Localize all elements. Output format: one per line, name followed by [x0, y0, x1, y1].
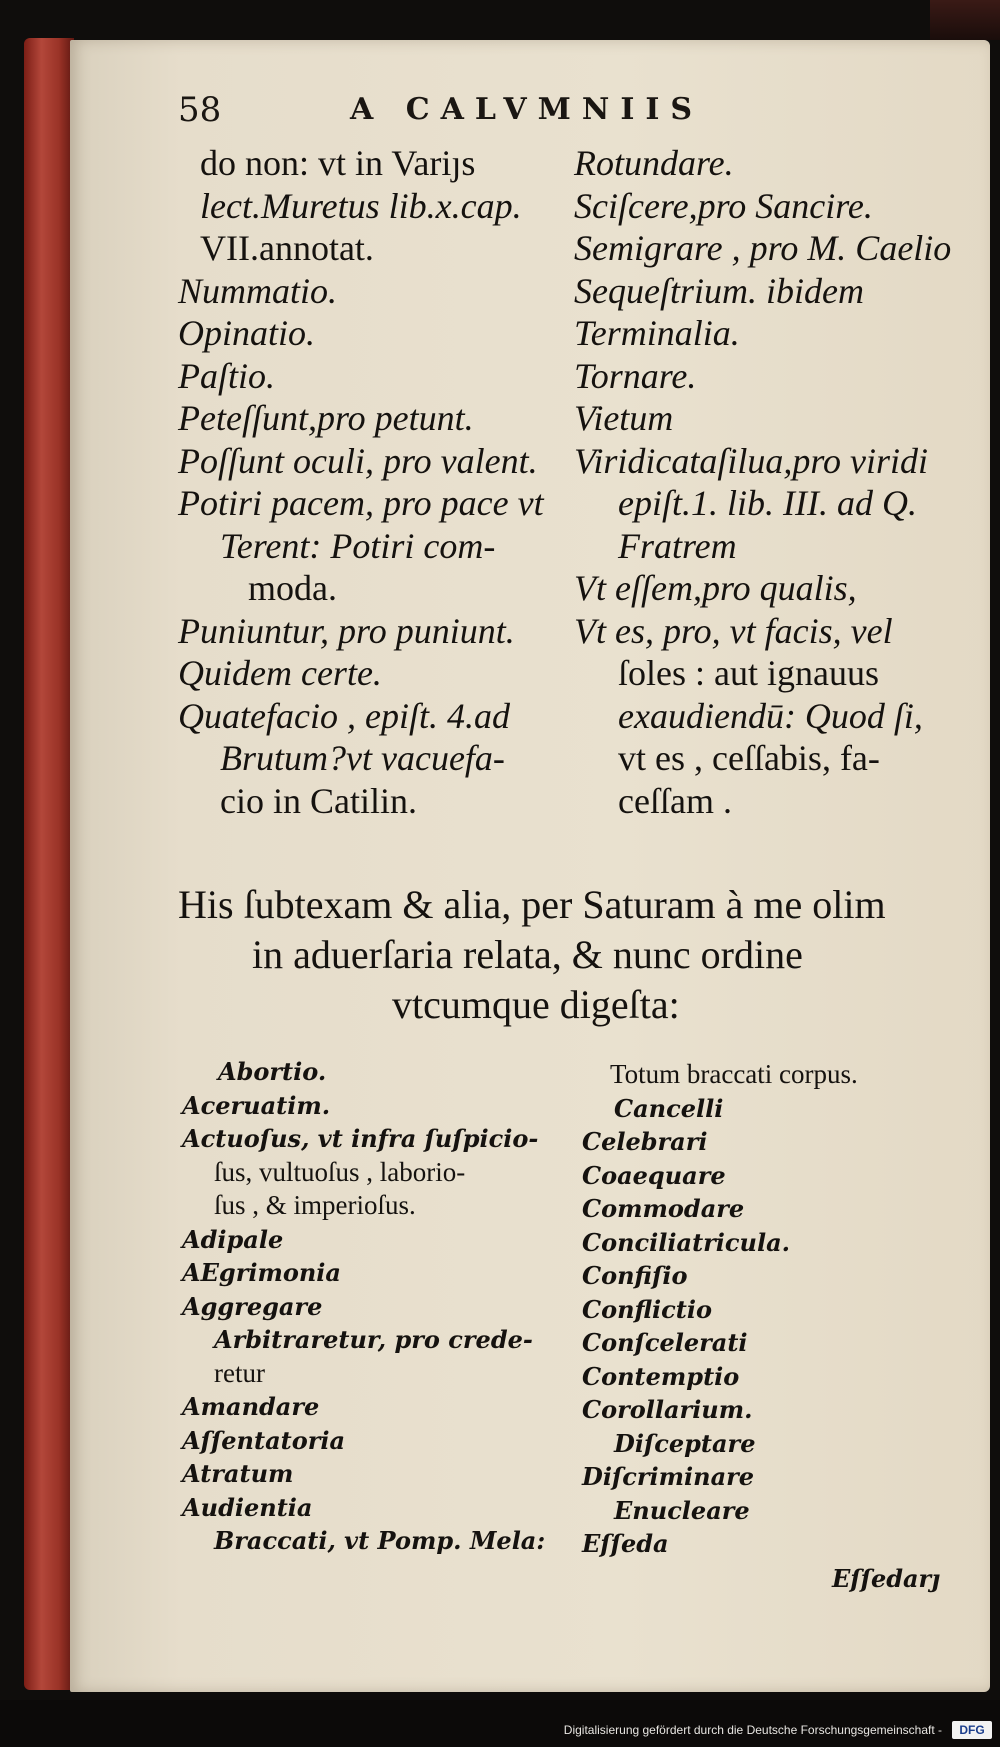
right-line: Vietum: [574, 398, 674, 438]
right-line: Semigrare , pro M. Caelio: [574, 228, 952, 268]
right-line: Vt eſſem,pro qualis,: [574, 568, 857, 608]
word-entry: ſus, vultuoſus , laborio-: [214, 1156, 466, 1187]
section-heading: [178, 880, 948, 1030]
word-entry: retur: [214, 1357, 265, 1388]
left-line: Opinatio.: [178, 313, 316, 353]
word-entry: Actuoſus, vt infra ſuſpicio-: [182, 1124, 539, 1153]
word-entry: AEgrimonia: [182, 1258, 341, 1287]
word-entry: Corollarium.: [582, 1395, 753, 1424]
digitization-credit: Digitalisierung gefördert durch die Deutsche Forschungsgemeinschaft -: [563, 1723, 942, 1737]
heading-line: in aduerſaria relata, & nunc ordine: [252, 932, 803, 977]
right-column: [574, 142, 974, 822]
word-entry: Arbitraretur, pro crede-: [214, 1325, 533, 1354]
right-line: Vt es, pro, vt facis, vel: [574, 610, 893, 651]
left-line: Nummatio.: [178, 270, 338, 311]
left-line: Terent: Potiri com-: [220, 525, 496, 566]
page-number: 58: [178, 90, 222, 130]
word-entry: Aſſentatoria: [182, 1425, 346, 1455]
word-list-right: [582, 1058, 982, 1561]
right-line: Sequeſtrium. ibidem: [574, 270, 864, 311]
left-line: Quidem certe.: [178, 653, 382, 693]
right-line: Viridicataſilua,pro viridi: [574, 440, 928, 481]
word-entry: Amandare: [182, 1392, 320, 1421]
left-line: do non: vt in Variȷs: [200, 143, 476, 183]
left-line: Quatefacio , epiſt. 4.ad: [178, 695, 510, 736]
word-entry: Diſceptare: [614, 1428, 756, 1458]
right-line: epiſt.1. lib. III. ad Q.: [618, 483, 917, 523]
right-line: Tornare.: [574, 355, 697, 396]
dfg-logo-icon: DFG: [952, 1721, 992, 1739]
word-entry: Coaequare: [582, 1160, 726, 1190]
word-entry: Cancelli: [614, 1093, 724, 1123]
left-line: lect.Muretus lib.x.cap.: [200, 185, 522, 226]
left-column: [178, 142, 558, 822]
word-entry: Abortio.: [218, 1057, 327, 1086]
word-entry: Aggregare: [182, 1291, 323, 1321]
word-entry: Diſcriminare: [582, 1462, 755, 1491]
catchword: Eſſedarȷ: [832, 1564, 940, 1593]
left-line: Peteſſunt,pro petunt.: [178, 398, 474, 438]
left-line: cio in Catilin.: [220, 780, 417, 821]
word-entry: Aceruatim.: [182, 1090, 331, 1120]
word-entry: Eſſeda: [582, 1529, 669, 1558]
word-entry: Conflictio: [582, 1294, 712, 1324]
left-line: Paſtio.: [178, 355, 275, 396]
word-entry: Conciliatricula.: [582, 1227, 791, 1257]
right-line: exaudiendū: Quod ſi,: [618, 695, 923, 736]
word-list-left: [182, 1055, 562, 1558]
word-entry: Audientia: [182, 1492, 313, 1522]
right-line: Fratrem: [618, 525, 737, 566]
word-entry: Confiſio: [582, 1261, 688, 1290]
heading-line: vtcumque digeſta:: [392, 982, 680, 1027]
right-line: Rotundare.: [574, 143, 734, 183]
right-line: Terminalia.: [574, 313, 740, 353]
word-entry: Braccati, vt Pomp. Mela:: [214, 1526, 546, 1555]
right-line: Sciſcere,pro Sancire.: [574, 185, 873, 226]
left-line: Poſſunt oculi, pro valent.: [178, 440, 538, 481]
left-line: Potiri pacem, pro pace vt: [178, 483, 544, 523]
right-line: ceſſam .: [618, 780, 732, 821]
word-entry: Enucleare: [614, 1495, 750, 1525]
word-entry: Adipale: [182, 1224, 284, 1254]
word-entry: Totum braccati corpus.: [610, 1059, 858, 1089]
right-line: ſoles : aut ignauus: [618, 653, 879, 693]
binding-corner: [930, 0, 1000, 40]
left-line: Puniuntur, pro puniunt.: [178, 610, 515, 651]
word-entry: Contemptio: [582, 1361, 740, 1391]
running-title: A CALVMNIIS: [350, 92, 704, 127]
word-entry: Commodare: [582, 1194, 745, 1223]
word-entry: ſus , & imperioſus.: [214, 1190, 416, 1220]
left-line: VII.annotat.: [200, 228, 374, 268]
right-line: vt es , ceſſabis, fa-: [618, 738, 880, 778]
left-line: Brutum?vt vacuefa-: [220, 738, 505, 778]
scan-footer: [0, 1700, 1000, 1747]
word-entry: Atratum: [182, 1459, 294, 1488]
word-entry: Celebrari: [582, 1127, 708, 1156]
book-fore-edge: [24, 38, 74, 1690]
word-entry: Conſcelerati: [582, 1328, 748, 1357]
left-line: moda.: [248, 568, 337, 608]
heading-line: His ſubtexam & alia, per Saturam à me olim: [178, 882, 886, 927]
